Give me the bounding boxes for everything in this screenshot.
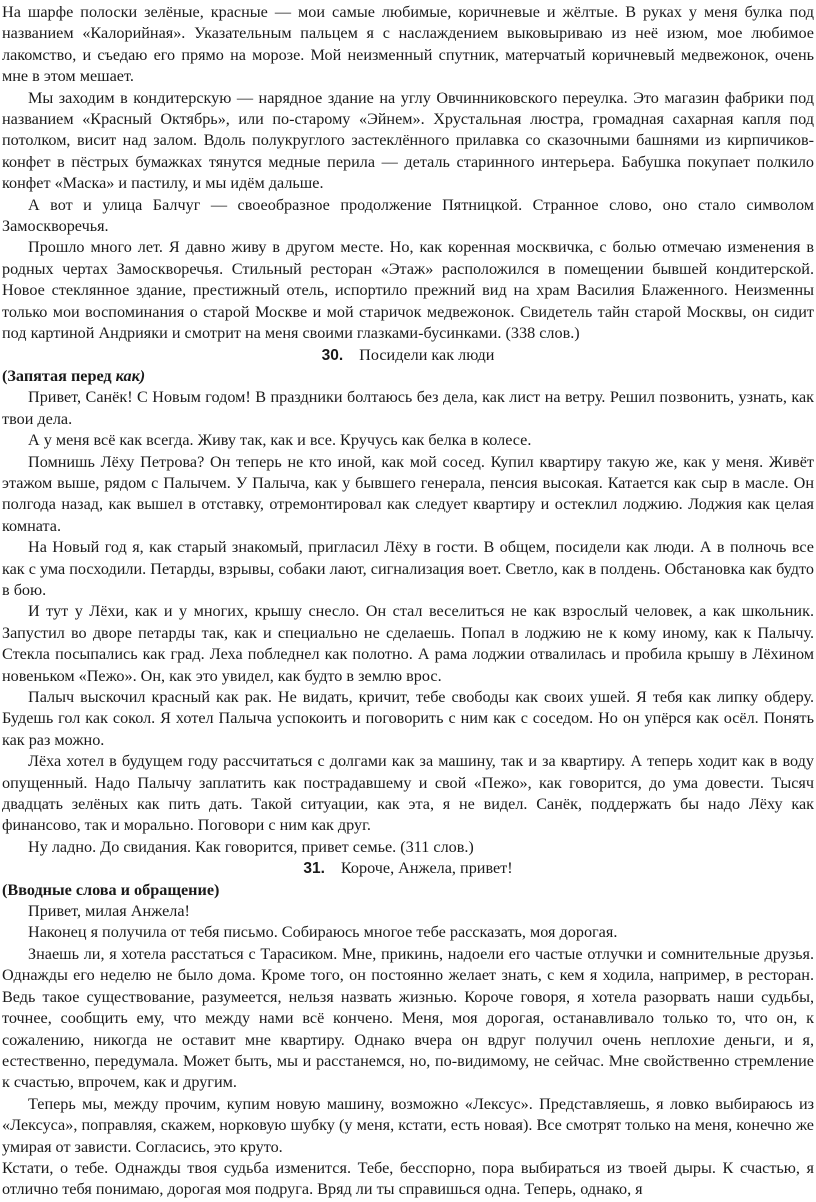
section-subtitle-emphasis: как) [115,366,146,385]
section-subtitle-text: (Вводные слова и обращение) [2,880,220,899]
paragraph: Знаешь ли, я хотела расстаться с Тарасиком. Мне, прикинь, надоели его частые отлучки и сомнительные друзья. Однажды его неделю не было дома. Кроме того, он постоянно желает знать, с кем я ходила, например, в ресторан. Ведь такое существование, разумеется, нельзя назвать жизнью. Короче говоря, я хотела разорвать наши судьбы, точнее, сообщить ему, что между нами всё кончено. Меня, моя дорогая, останавливало только то, что он, к сожалению, никогда не оставит мне квартиру. Однако вчера он вдруг получил очень неплохие деньги, и я, естественно, передумала. Может быть, мы и расстанемся, но, по-видимому, не сейчас. Мне свойственно стремление к счастью, впрочем, как и другим. [2,944,814,1092]
section-heading [2,345,814,366]
paragraph: А у меня всё как всегда. Живу так, как и все. Кручусь как белка в колесе. [28,431,532,450]
paragraph: Ну ладно. До свидания. Как говорится, привет семье. (311 слов.) [28,837,474,856]
section-subtitle [2,366,814,387]
paragraph: Помнишь Лёху Петрова? Он теперь не кто иной, как мой сосед. Купил квартиру такую же, как у меня. Живёт этажом выше, рядом с Палычем. У Палыча, как у бывшего генерала, пенсия высокая. Катается как сыр в масле. Он полгода назад, как вышел в отставку, отремонтировал как следует квартиру и остеклил лоджию. Лоджия как целая комната. [2,452,814,535]
section-subtitle-text: (Запятая перед [2,366,116,385]
paragraph: А вот и улица Балчуг — своеобразное продолжение Пятницкой. Странное слово, оно стало символом Замоскворечья. [2,195,814,236]
section-heading [2,858,814,879]
paragraph: Мы заходим в кондитерскую — нарядное здание на углу Овчинниковского переулка. Это магазин фабрики под названием «Красный Октябрь», или по-старому «Эйнем». Хрустальная люстра, громадная сахарная капля под потолком, висит над залом. Вдоль полукруглого застеклённого прилавка со сказочными башнями из кирпичиков-конфет в пёстрых бумажках тянутся медные перила — деталь старинного интерьера. Бабушка покупает полкило конфет «Маска» и пастилу, и мы идём дальше. [2,88,814,193]
section-subtitle [2,880,814,901]
paragraph: Лёха хотел в будущем году рассчитаться с долгами как за машину, так и за квартиру. А теперь ходит как в воду опущенный. Надо Палычу заплатить как пострадавшему и свой «Пежо», как говорится, до ума довести. Тысяч двадцать зелёных как пить дать. Такой ситуации, как эта, я не видел. Санёк, поддержать бы надо Лёху как финансово, так и морально. Поговори с ним как друг. [2,752,814,835]
paragraph: И тут у Лёхи, как и у многих, крышу снесло. Он стал веселиться не как взрослый человек, а как школьник. Запустил во дворе петарды так, как и специально не сделаешь. Попал в лоджию не к кому иному, как к Палычу. Стекла посыпались как град. Леха побледнел как полотно. А рама лоджии отвалилась и пробила крышу в Лёхином новеньком «Пежо». Он, как это увидел, как будто в землю врос. [2,602,814,685]
section-title: Короче, Анжела, привет! [340,859,513,878]
paragraph: На Новый год я, как старый знакомый, пригласил Лёху в гости. В общем, посидели как люди. А в полночь все как с ума посходили. Петарды, взрывы, собаки лают, сигнализация воет. Светло, как в полдень. Обстановка как будто в бою. [2,538,814,599]
section-title: Посидели как люди [359,345,495,364]
paragraph: Палыч выскочил красный как рак. Не видать, кричит, тебе свободы как своих ушей. Я тебя как липку обдеру. Будешь гол как сокол. Я хотел Палыча успокоить и поговорить с ним как с соседом. Но он упёрся как осёл. Понять как раз можно. [2,688,814,749]
paragraph: Теперь мы, между прочим, купим новую машину, возможно «Лексус». Представляешь, я ловко выбираюсь из «Лексуса», поправляя, скажем, норковую шубку (у меня, кстати, есть новая). Все смотрят только на меня, конечно же умирая от зависти. Согласись, это круто. [2,1094,814,1156]
section-number: 30. [321,346,344,364]
paragraph: На шарфе полоски зелёные, красные — мои самые любимые, коричневые и жёлтые. В руках у меня булка под названием «Калорийная». Указательным пальцем я с наслаждением выковыриваю из неё изюм, мое любимое лакомство, и съедаю его прямо на морозе. Мой неизменный спутник, матерчатый коричневый медвежонок, очень мне в этом мешает. [2,3,814,86]
section-number: 31. [303,860,325,878]
paragraph: Наконец я получила от тебя письмо. Собираюсь многое тебе рассказать, моя дорогая. [28,923,618,942]
paragraph: Прошло много лет. Я давно живу в другом месте. Но, как коренная москвичка, с болью отмечаю изменения в родных чертах Замоскворечья. Стильный ресторан «Этаж» расположился в помещении бывшей кондитерской. Новое стеклянное здание, престижный отель, испортило прежний вид на храм Василия Блаженного. Неизменны только мои воспоминания о старой Москве и мой старичок медвежонок. Свидетель тайн старой Москвы, он сидит под картиной Андрияки и смотрит на меня своими глазками-бусинками. (338 слов.) [2,238,814,343]
paragraph: Кстати, о тебе. Однажды твоя судьба изменится. Тебе, бесспорно, пора выбираться из твоей дыры. К счастью, я отлично тебя понимаю, дорогая моя подруга. Вряд ли ты справишься одна. Теперь, однако, я [2,1158,814,1199]
paragraph: Привет, милая Анжела! [28,902,190,921]
paragraph: Привет, Санёк! С Новым годом! В праздники болтаюсь без дела, как лист на ветру. Решил позвонить, узнать, как твои дела. [2,388,814,428]
